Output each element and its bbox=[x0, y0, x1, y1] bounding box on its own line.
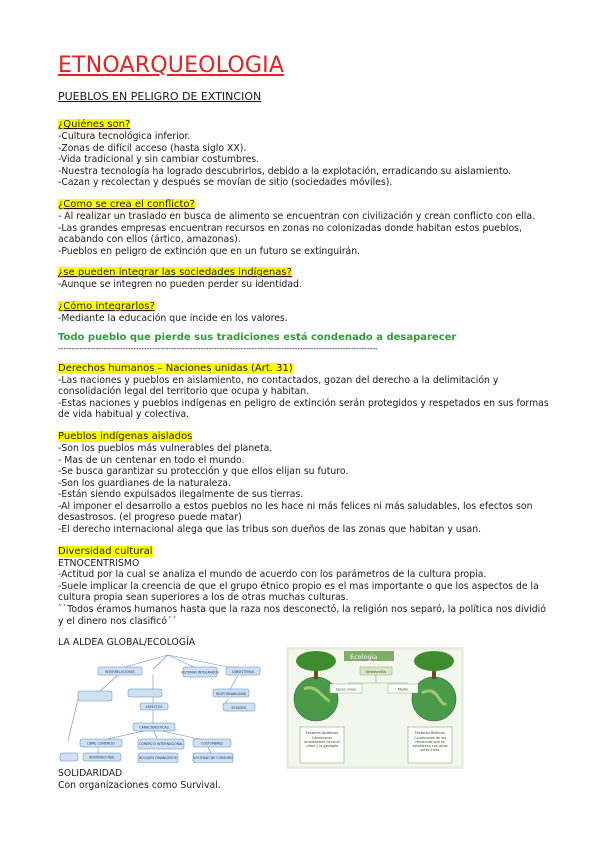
text-line: -Las naciones y pueblos en aislamiento, no contactados, gozan del derecho a la delimitación y bbox=[58, 374, 499, 386]
section-body-quienes bbox=[58, 131, 528, 189]
text-line: -Cazan y recolectan y después se movían de sitio (sociedades móviles). bbox=[58, 177, 393, 189]
dashed-divider: ----------------------------------------------------------------------------------------------------------------------- bbox=[58, 343, 378, 353]
text-line: -Suele implicar la creencia de que el grupo étnico propio es el mas importante o que los aspectos de la bbox=[58, 580, 539, 592]
text-line: desastrosos. (el progreso puede matar) bbox=[58, 512, 242, 524]
image-row bbox=[58, 653, 528, 778]
text-line: -Son los guardianes de la naturaleza. bbox=[58, 477, 231, 489]
heading-text: ¿Cómo integrarlos? bbox=[58, 300, 155, 312]
text-line: -Se busca garantizar su protección y que ellos elijan su futuro. bbox=[58, 466, 349, 478]
map-node-label: BLOQUES FINANCIEROS bbox=[139, 756, 177, 761]
text-line: consolidación legal del territorio que ocupa y habitan. bbox=[58, 386, 310, 398]
text-line: -Están siendo expulsados ilegalmente de sus tierras. bbox=[58, 489, 304, 501]
section-heading-derechos bbox=[58, 363, 528, 375]
text-line: -El derecho internacional alega que las tribus son dueños de las zonas que habitan y usan. bbox=[58, 524, 482, 536]
text-line: ``Todos éramos humanos hasta que la raza nos desconectó, la religión nos separó, la política nos dividió bbox=[58, 604, 546, 616]
section-body-derechos bbox=[58, 374, 549, 421]
heading-text: ¿Quiénes son? bbox=[58, 119, 131, 130]
text-line: -Cultura tecnológica inferior. bbox=[58, 131, 191, 142]
text-line: -Pueblos en peligro de extinción que en un futuro se extinguirán. bbox=[58, 245, 361, 257]
heading-text: ¿Como se crea el conflicto? bbox=[58, 198, 195, 210]
text-line: -Son los pueblos más vulnerables del planeta. bbox=[58, 442, 273, 454]
text-line: -Nuestra tecnología ha logrado descubrirlos, debido a la explotación, erradicando su aislamiento. bbox=[58, 165, 512, 177]
section-heading-como bbox=[58, 301, 528, 313]
text-line: Con organizaciones como Survival. bbox=[58, 780, 221, 792]
text-line: -Vida tradicional y sin cambiar costumbres. bbox=[58, 154, 260, 166]
text-line: acabando con ellos (ártico, amazonas). bbox=[58, 234, 241, 246]
text-line: - Al realizar un traslado en busca de alimento se encuentran con civilización y crean conflicto con ella. bbox=[58, 210, 536, 222]
eco-title: Ecología bbox=[350, 653, 378, 662]
eco-right-box-text: Condiciones de las relaciones que se establecen con otros seres vivos bbox=[412, 736, 448, 753]
map-node-label: INTERNACIONAL bbox=[88, 755, 116, 760]
text-line: y el dinero nos clasificó´´ bbox=[58, 615, 177, 627]
map-node-label: ESTADOS bbox=[231, 706, 247, 711]
document-page bbox=[58, 52, 549, 792]
eco-center: Interacción bbox=[365, 670, 387, 675]
section-heading-aislados bbox=[58, 431, 528, 443]
ecology-diagram-image bbox=[286, 647, 464, 769]
section-heading-aldea: LA ALDEA GLOBAL/ECOLOGÍA bbox=[58, 637, 196, 649]
map-node-label: SISTEMAS INTEGRADOS bbox=[181, 670, 219, 675]
map-node-label: ASPECTOS bbox=[145, 705, 163, 710]
heading-text: Diversidad cultural bbox=[58, 545, 153, 557]
section-heading-integrar bbox=[58, 267, 528, 279]
text-line: -Al imponer el desarrollo a estos pueblos no les hace ni más felices ni más saludables, los efectos son bbox=[58, 500, 533, 512]
map-node-label: INTERRELACIONES bbox=[105, 670, 135, 675]
map-node-label: SUBSISTEMAS bbox=[231, 670, 255, 675]
section-subheading-etnocentrismo: ETNOCENTRISMO bbox=[58, 557, 140, 569]
text-line: -Zonas de difícil acceso (hasta siglo XX). bbox=[58, 142, 247, 154]
text-line: cultura propia sean superiores a los de otras muchas culturas. bbox=[58, 592, 349, 604]
document-subtitle: PUEBLOS EN PELIGRO DE EXTINCION bbox=[58, 90, 262, 103]
section-heading-conflicto bbox=[58, 199, 528, 211]
section-body-aislados bbox=[58, 442, 533, 536]
text-line: -Estas naciones y pueblos indígenas en peligro de extinción serán protegidos y respetados en sus formas bbox=[58, 397, 549, 409]
text-line: de vida habitual y colectiva. bbox=[58, 409, 190, 421]
text-line: -Actitud por la cual se analiza el mundo de acuerdo con los parámetros de la cultura propia. bbox=[58, 569, 487, 581]
text-line: - Mas de un centenar en todo el mundo. bbox=[58, 454, 245, 466]
eco-left-mid: Seres vivos bbox=[335, 687, 357, 692]
text-line: -Aunque se integren no pueden perder su identidad. bbox=[58, 279, 302, 291]
highlighted-quote: Todo pueblo que pierde sus tradiciones está condenado a desaparecer bbox=[58, 331, 457, 343]
eco-left-box-title: Factores Abióticos bbox=[305, 731, 339, 736]
section-body-diversidad bbox=[58, 569, 546, 627]
eco-left-box-text: Condiciones ambientales como el clima y la geología bbox=[304, 736, 340, 749]
text-line: -Las grandes empresas encuentran recursos en zonas no colonizadas donde habitan estos pueblos, bbox=[58, 222, 522, 234]
document-title: ETNOARQUEOLOGIA bbox=[58, 53, 285, 78]
map-node-label: LIBRE COMERCIO bbox=[87, 741, 115, 746]
eco-right-mid: Medio bbox=[397, 687, 409, 692]
heading-text: Pueblos indígenas aislados bbox=[58, 430, 193, 442]
section-heading-solidaridad: SOLIDARIDAD bbox=[58, 768, 123, 780]
concept-map-image bbox=[58, 653, 278, 763]
map-node-label: SOCIEDAD DE CONSUMO bbox=[193, 756, 233, 761]
heading-text: ¿se pueden integrar las sociedades indígenas? bbox=[58, 267, 292, 279]
heading-text: Derechos humanos – Naciones unidas (Art. 31) bbox=[58, 362, 293, 374]
map-node-label: CARACTERISTICAS bbox=[139, 725, 169, 730]
section-heading-diversidad bbox=[58, 546, 528, 558]
map-node-label: RESPONSABILIDAD bbox=[215, 692, 247, 697]
eco-right-box-title: Factores Bióticos bbox=[414, 731, 446, 736]
map-node-label: COMERCIO INTERNACIONAL bbox=[138, 742, 184, 747]
text-line: -Mediante la educación que incide en los valores. bbox=[58, 312, 288, 324]
map-node-label: COSTUMBRES bbox=[200, 741, 224, 746]
section-body-conflicto bbox=[58, 210, 536, 257]
section-heading-quienes bbox=[58, 119, 528, 131]
